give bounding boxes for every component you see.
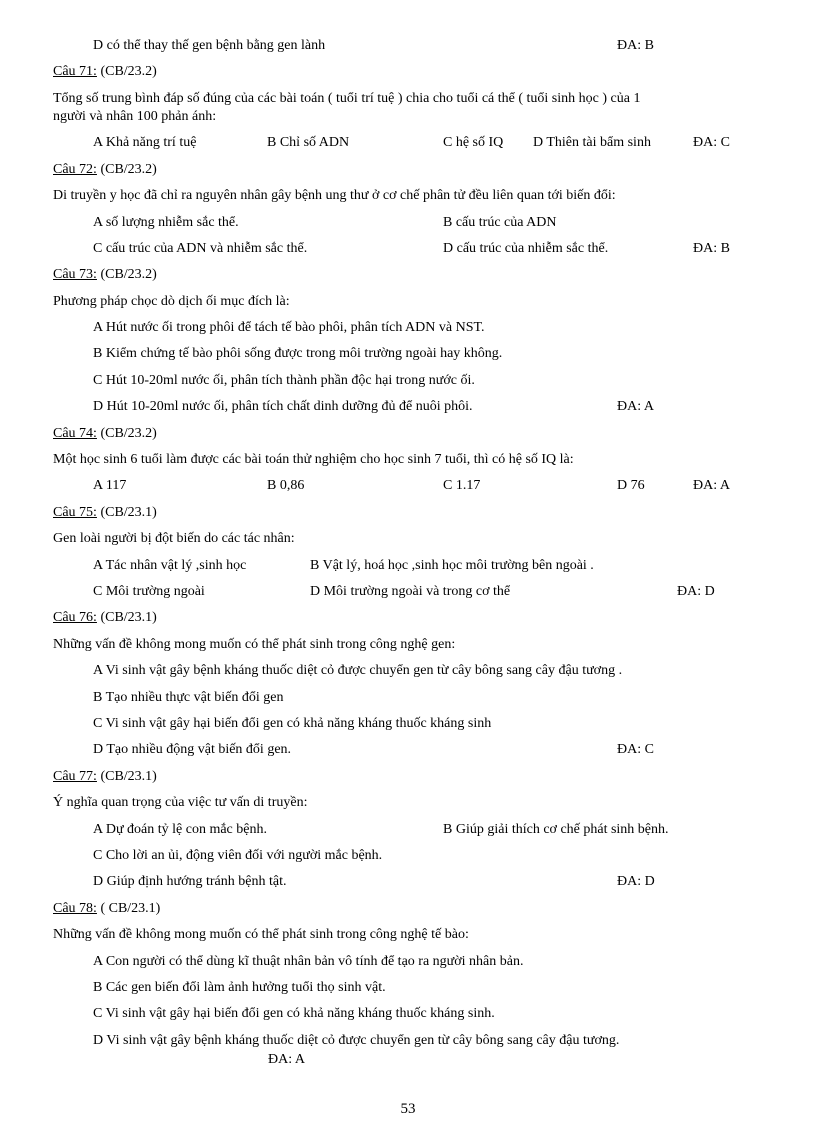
- question-stem: Ý nghĩa quan trọng của việc tư vấn di truyền:: [53, 795, 308, 810]
- option-d: D Tạo nhiều động vật biến đổi gen.: [93, 742, 292, 757]
- option-c: C hệ số IQ: [443, 135, 504, 150]
- question-number: Câu 76:: [53, 610, 97, 625]
- question-number: Câu 78:: [53, 901, 97, 916]
- option-a: A Hút nước ối trong phôi để tách tế bào phôi, phân tích ADN và NST.: [93, 320, 485, 335]
- option-b: B Chỉ số ADN: [267, 135, 350, 150]
- question-stem: Một học sinh 6 tuổi làm được các bài toán thử nghiệm cho học sinh 7 tuổi, thì có hệ số IQ là:: [53, 452, 574, 467]
- option-a: A số lượng nhiễm sắc thể.: [93, 215, 239, 230]
- question-header: [53, 770, 157, 784]
- answer: ĐA: A: [693, 478, 730, 493]
- option-d: D Môi trường ngoài và trong cơ thể: [310, 584, 511, 599]
- question-stem: Những vấn đề không mong muốn có thể phát sinh trong công nghệ tế bào:: [53, 927, 469, 942]
- page-number: 53: [400, 1101, 416, 1117]
- question-number: Câu 71:: [53, 64, 97, 79]
- question-source: (CB/23.2): [100, 64, 157, 79]
- question-number: Câu 72:: [53, 162, 97, 177]
- question-number: Câu 74:: [53, 426, 97, 441]
- question-stem: Gen loài người bị đột biến do các tác nhân:: [53, 531, 295, 546]
- question-stem: Tổng số trung bình đáp số đúng của các bài toán ( tuổi trí tuệ ) chia cho tuổi cá thể ( tuổi sinh học ) của 1: [53, 91, 641, 106]
- option-c: C Hút 10-20ml nước ối, phân tích thành phần độc hại trong nước ối.: [93, 373, 475, 388]
- option-d: D có thể thay thế gen bệnh bằng gen lành: [93, 38, 326, 53]
- question-header: [53, 163, 157, 177]
- option-c: C Cho lời an ủi, động viên đối với người mắc bệnh.: [93, 848, 383, 863]
- option-c: C Vi sinh vật gây hại biến đổi gen có khả năng kháng thuốc kháng sinh.: [93, 1006, 495, 1021]
- option-b: B Tạo nhiều thực vật biến đổi gen: [93, 690, 284, 705]
- question-source: (CB/23.2): [100, 162, 157, 177]
- question-number: Câu 77:: [53, 769, 97, 784]
- answer: ĐA: D: [677, 584, 715, 599]
- answer: ĐA: A: [268, 1052, 305, 1067]
- question-header: [53, 902, 160, 916]
- option-b: B cấu trúc của ADN: [443, 215, 557, 230]
- option-b: B 0,86: [267, 478, 305, 493]
- option-a: A Khả năng trí tuệ: [93, 135, 197, 150]
- option-a: A Con người có thể dùng kĩ thuật nhân bản vô tính để tạo ra người nhân bản.: [93, 954, 524, 969]
- option-b: B Kiểm chứng tế bào phôi sống được trong môi trường ngoài hay không.: [93, 346, 503, 361]
- answer: ĐA: B: [617, 38, 654, 53]
- question-source: ( CB/23.1): [100, 901, 161, 916]
- option-c: C cấu trúc của ADN và nhiễm sắc thể.: [93, 241, 308, 256]
- answer: ĐA: C: [693, 135, 730, 150]
- option-d: D 76: [617, 478, 645, 493]
- option-a: A Tác nhân vật lý ,sinh học: [93, 558, 247, 573]
- question-header: [53, 65, 157, 79]
- question-source: (CB/23.2): [100, 267, 157, 282]
- question-header: [53, 611, 157, 625]
- answer: ĐA: A: [617, 399, 654, 414]
- question-stem: người và nhân 100 phản ánh:: [53, 109, 217, 124]
- option-c: C Môi trường ngoài: [93, 584, 205, 599]
- question-source: (CB/23.1): [100, 505, 157, 520]
- option-b: B Các gen biến đổi làm ảnh hưởng tuổi thọ sinh vật.: [93, 980, 386, 995]
- option-b: B Vật lý, hoá học ,sinh học môi trường bên ngoài .: [310, 558, 594, 573]
- option-d: D Thiên tài bẩm sinh: [533, 135, 651, 150]
- option-d: D Hút 10-20ml nước ối, phân tích chất dinh dưỡng đủ để nuôi phôi.: [93, 399, 473, 414]
- question-number: Câu 73:: [53, 267, 97, 282]
- option-d: D Giúp định hướng tránh bệnh tật.: [93, 874, 287, 889]
- option-d: D Vi sinh vật gây bệnh kháng thuốc diệt cỏ được chuyển gen từ cây bông sang cây đậu tương.: [93, 1033, 620, 1048]
- question-stem: Phương pháp chọc dò dịch ối mục đích là:: [53, 294, 290, 309]
- question-number: Câu 75:: [53, 505, 97, 520]
- question-stem: Những vấn đề không mong muốn có thể phát sinh trong công nghệ gen:: [53, 637, 456, 652]
- answer: ĐA: D: [617, 874, 655, 889]
- option-b: B Giúp giải thích cơ chế phát sinh bệnh.: [443, 822, 669, 837]
- question-source: (CB/23.1): [100, 610, 157, 625]
- option-a: A Vi sinh vật gây bệnh kháng thuốc diệt cỏ được chuyển gen từ cây bông sang cây đậu tương .: [93, 663, 623, 678]
- option-c: C Vi sinh vật gây hại biến đổi gen có khả năng kháng thuốc kháng sinh: [93, 716, 492, 731]
- question-source: (CB/23.1): [100, 769, 157, 784]
- option-c: C 1.17: [443, 478, 481, 493]
- option-a: A 117: [93, 478, 127, 493]
- question-source: (CB/23.2): [100, 426, 157, 441]
- question-header: [53, 506, 157, 520]
- answer: ĐA: B: [693, 241, 730, 256]
- question-header: [53, 427, 157, 441]
- question-header: [53, 268, 157, 282]
- answer: ĐA: C: [617, 742, 654, 757]
- option-a: A Dự đoán tỷ lệ con mắc bệnh.: [93, 822, 267, 837]
- option-d: D cấu trúc của nhiễm sắc thể.: [443, 241, 609, 256]
- question-stem: Di truyền y học đã chỉ ra nguyên nhân gây bệnh ung thư ở cơ chế phân tử đều liên quan tới biến đổi:: [53, 188, 616, 203]
